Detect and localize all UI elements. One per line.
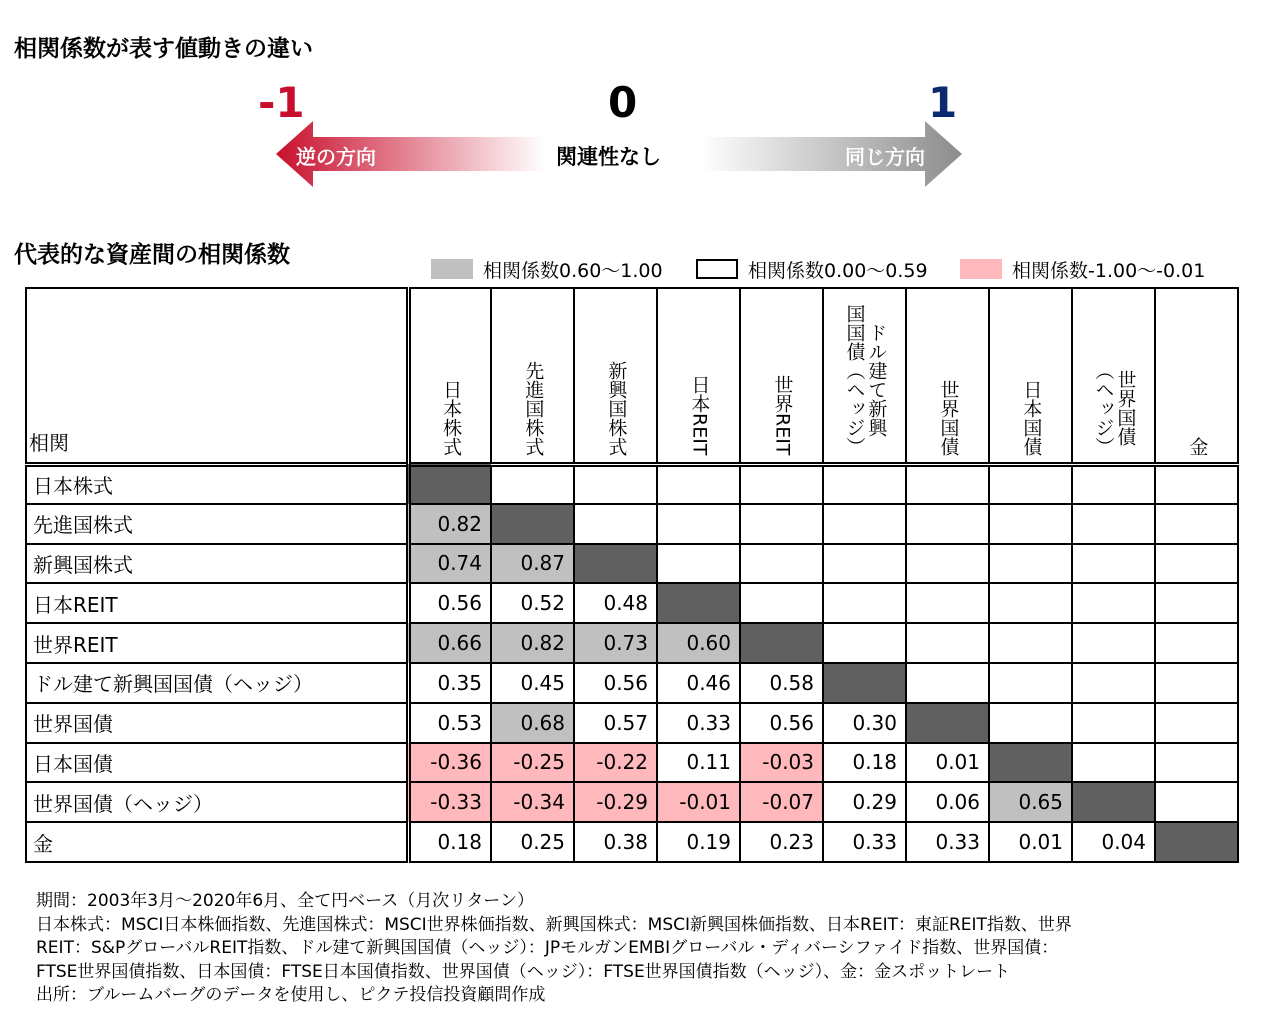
neg-direction-label: 逆の方向 bbox=[296, 145, 376, 169]
scale-zero-number: 0 bbox=[608, 78, 638, 127]
empty-cell bbox=[906, 663, 989, 703]
empty-cell bbox=[740, 464, 823, 504]
empty-cell bbox=[989, 663, 1072, 703]
correlation-cell: 0.56 bbox=[574, 663, 657, 703]
empty-cell bbox=[1155, 544, 1238, 584]
legend-label-mid: 相関係数0.00～0.59 bbox=[748, 259, 928, 282]
correlation-cell: 0.68 bbox=[491, 703, 574, 743]
empty-cell bbox=[1155, 504, 1238, 544]
correlation-cell: 0.74 bbox=[408, 544, 491, 584]
legend-high bbox=[431, 257, 663, 281]
column-header-label: 世界国債 bbox=[937, 379, 960, 456]
note-index-1: 日本株式：MSCI日本株価指数、先進国株式：MSCI世界株価指数、新興国株式：MSCI新興国株価指数、日本REIT：東証REIT指数、世界 bbox=[36, 914, 1072, 935]
empty-cell bbox=[657, 504, 740, 544]
note-index-2: REIT：S&PグローバルREIT指数、ドル建て新興国国債（ヘッジ）：JPモルガンEMBIグローバル・ディバーシファイド指数、世界国債： bbox=[36, 938, 1059, 958]
row-label: 金 bbox=[26, 822, 408, 862]
note-index-3: FTSE世界国債指数、日本国債：FTSE日本国債指数、世界国債（ヘッジ）：FTSE世界国債指数（ヘッジ）、金：金スポットレート bbox=[36, 961, 1011, 982]
empty-cell bbox=[823, 623, 906, 663]
table-row bbox=[26, 583, 1238, 623]
correlation-cell: 0.65 bbox=[989, 782, 1072, 822]
empty-cell bbox=[657, 464, 740, 504]
column-header bbox=[574, 288, 657, 464]
diagonal-cell bbox=[1155, 822, 1238, 862]
row-label: 世界REIT bbox=[26, 623, 408, 663]
correlation-cell: 0.66 bbox=[408, 623, 491, 663]
column-header bbox=[491, 288, 574, 464]
correlation-cell: 0.04 bbox=[1072, 822, 1155, 862]
column-header bbox=[1155, 288, 1238, 464]
diagonal-cell bbox=[906, 703, 989, 743]
correlation-cell: 0.57 bbox=[574, 703, 657, 743]
diagonal-cell bbox=[1072, 782, 1155, 822]
correlation-cell: 0.25 bbox=[491, 822, 574, 862]
legend-neg bbox=[960, 257, 1205, 281]
table-row bbox=[26, 703, 1238, 743]
diagonal-cell bbox=[989, 743, 1072, 783]
table-row bbox=[26, 663, 1238, 703]
no-relation-label: 関連性なし bbox=[556, 145, 661, 169]
correlation-cell: 0.82 bbox=[408, 504, 491, 544]
column-header-label: ドル建て新興 国国債（ヘッジ） bbox=[843, 303, 888, 456]
column-header bbox=[657, 288, 740, 464]
legend-mid bbox=[696, 257, 928, 281]
diagram-title: 相関係数が表す値動きの違い bbox=[14, 36, 313, 62]
correlation-cell: -0.01 bbox=[657, 782, 740, 822]
correlation-cell: 0.18 bbox=[823, 743, 906, 783]
correlation-cell: 0.01 bbox=[906, 743, 989, 783]
correlation-cell: 0.29 bbox=[823, 782, 906, 822]
legend-label-neg: 相関係数-1.00～-0.01 bbox=[1012, 259, 1206, 282]
correlation-cell: 0.33 bbox=[823, 822, 906, 862]
table-row bbox=[26, 623, 1238, 663]
empty-cell bbox=[823, 544, 906, 584]
empty-cell bbox=[657, 544, 740, 584]
empty-cell bbox=[1072, 544, 1155, 584]
correlation-cell: -0.36 bbox=[408, 743, 491, 783]
table-row bbox=[26, 544, 1238, 584]
correlation-cell: 0.33 bbox=[906, 822, 989, 862]
column-header-label: 金 bbox=[1186, 436, 1209, 456]
row-label: 日本国債 bbox=[26, 743, 408, 783]
empty-cell bbox=[906, 504, 989, 544]
correlation-cell: -0.25 bbox=[491, 743, 574, 783]
empty-cell bbox=[906, 623, 989, 663]
column-header-label: 新興国株式 bbox=[605, 360, 628, 456]
empty-cell bbox=[989, 623, 1072, 663]
notes bbox=[36, 890, 1266, 1008]
correlation-cell: -0.07 bbox=[740, 782, 823, 822]
column-header bbox=[1072, 288, 1155, 464]
table-row bbox=[26, 743, 1238, 783]
correlation-cell: 0.19 bbox=[657, 822, 740, 862]
row-label: 日本株式 bbox=[26, 464, 408, 504]
row-label: 先進国株式 bbox=[26, 504, 408, 544]
row-label: 新興国株式 bbox=[26, 544, 408, 584]
empty-cell bbox=[1072, 464, 1155, 504]
correlation-cell: -0.22 bbox=[574, 743, 657, 783]
correlation-cell: 0.56 bbox=[740, 703, 823, 743]
row-label: 日本REIT bbox=[26, 583, 408, 623]
correlation-table bbox=[25, 287, 1239, 863]
correlation-cell: 0.33 bbox=[657, 703, 740, 743]
diagonal-cell bbox=[491, 504, 574, 544]
correlation-cell: 0.46 bbox=[657, 663, 740, 703]
empty-cell bbox=[989, 464, 1072, 504]
column-header-label: 世界国債 （ヘッジ） bbox=[1092, 360, 1137, 456]
correlation-cell: 0.87 bbox=[491, 544, 574, 584]
empty-cell bbox=[740, 583, 823, 623]
empty-cell bbox=[740, 504, 823, 544]
diagonal-cell bbox=[657, 583, 740, 623]
legend-swatch-high bbox=[431, 259, 473, 279]
corner-label: 相関 bbox=[26, 288, 408, 464]
column-header bbox=[989, 288, 1072, 464]
empty-cell bbox=[906, 464, 989, 504]
diagonal-cell bbox=[740, 623, 823, 663]
empty-cell bbox=[1155, 703, 1238, 743]
row-label: ドル建て新興国国債（ヘッジ） bbox=[26, 663, 408, 703]
column-header bbox=[823, 288, 906, 464]
diagonal-cell bbox=[408, 464, 491, 504]
correlation-cell: -0.03 bbox=[740, 743, 823, 783]
diagonal-cell bbox=[823, 663, 906, 703]
correlation-cell: 0.82 bbox=[491, 623, 574, 663]
correlation-cell: 0.11 bbox=[657, 743, 740, 783]
empty-cell bbox=[1155, 464, 1238, 504]
correlation-cell: 0.52 bbox=[491, 583, 574, 623]
pos-direction-label: 同じ方向 bbox=[845, 145, 925, 169]
empty-cell bbox=[989, 544, 1072, 584]
empty-cell bbox=[1072, 743, 1155, 783]
column-header bbox=[740, 288, 823, 464]
empty-cell bbox=[989, 703, 1072, 743]
column-header bbox=[408, 288, 491, 464]
note-period: 期間：2003年3月～2020年6月、全て円ベース（月次リターン） bbox=[36, 891, 534, 911]
empty-cell bbox=[491, 464, 574, 504]
correlation-cell: 0.53 bbox=[408, 703, 491, 743]
table-row bbox=[26, 822, 1238, 862]
column-header-label: 世界REIT bbox=[771, 375, 794, 456]
correlation-cell: -0.29 bbox=[574, 782, 657, 822]
correlation-cell: 0.58 bbox=[740, 663, 823, 703]
scale-neg-number: -1 bbox=[258, 78, 305, 127]
correlation-cell: -0.34 bbox=[491, 782, 574, 822]
correlation-cell: 0.56 bbox=[408, 583, 491, 623]
empty-cell bbox=[1155, 583, 1238, 623]
column-header-label: 日本株式 bbox=[440, 379, 463, 456]
empty-cell bbox=[1155, 782, 1238, 822]
empty-cell bbox=[740, 544, 823, 584]
correlation-cell: 0.38 bbox=[574, 822, 657, 862]
legend-label-high: 相関係数0.60～1.00 bbox=[483, 259, 663, 282]
row-label: 世界国債（ヘッジ） bbox=[26, 782, 408, 822]
table-row bbox=[26, 782, 1238, 822]
correlation-cell: 0.48 bbox=[574, 583, 657, 623]
row-label: 世界国債 bbox=[26, 703, 408, 743]
correlation-cell: 0.23 bbox=[740, 822, 823, 862]
empty-cell bbox=[906, 583, 989, 623]
column-header-label: 日本国債 bbox=[1020, 379, 1043, 456]
correlation-cell: 0.35 bbox=[408, 663, 491, 703]
empty-cell bbox=[1155, 623, 1238, 663]
scale-pos-number: 1 bbox=[928, 78, 958, 127]
empty-cell bbox=[823, 504, 906, 544]
legend-swatch-mid bbox=[696, 259, 738, 279]
column-header-label: 日本REIT bbox=[688, 375, 711, 456]
empty-cell bbox=[574, 464, 657, 504]
empty-cell bbox=[1072, 703, 1155, 743]
correlation-cell: 0.18 bbox=[408, 822, 491, 862]
correlation-cell: 0.30 bbox=[823, 703, 906, 743]
table-row bbox=[26, 464, 1238, 504]
correlation-cell: 0.73 bbox=[574, 623, 657, 663]
empty-cell bbox=[906, 544, 989, 584]
empty-cell bbox=[1155, 663, 1238, 703]
column-header-label: 先進国株式 bbox=[522, 360, 545, 456]
empty-cell bbox=[1072, 583, 1155, 623]
diagonal-cell bbox=[574, 544, 657, 584]
table-row bbox=[26, 504, 1238, 544]
empty-cell bbox=[989, 504, 1072, 544]
empty-cell bbox=[1072, 623, 1155, 663]
correlation-cell: 0.60 bbox=[657, 623, 740, 663]
correlation-cell: -0.33 bbox=[408, 782, 491, 822]
correlation-cell: 0.06 bbox=[906, 782, 989, 822]
correlation-cell: 0.01 bbox=[989, 822, 1072, 862]
table-title: 代表的な資産間の相関係数 bbox=[14, 242, 290, 268]
empty-cell bbox=[823, 464, 906, 504]
empty-cell bbox=[989, 583, 1072, 623]
empty-cell bbox=[823, 583, 906, 623]
empty-cell bbox=[1072, 663, 1155, 703]
empty-cell bbox=[574, 504, 657, 544]
empty-cell bbox=[1155, 743, 1238, 783]
column-header bbox=[906, 288, 989, 464]
note-source: 出所：ブルームバーグのデータを使用し、ピクテ投信投資顧問作成 bbox=[36, 985, 546, 1005]
correlation-cell: 0.45 bbox=[491, 663, 574, 703]
legend-swatch-neg bbox=[960, 259, 1002, 279]
empty-cell bbox=[1072, 504, 1155, 544]
